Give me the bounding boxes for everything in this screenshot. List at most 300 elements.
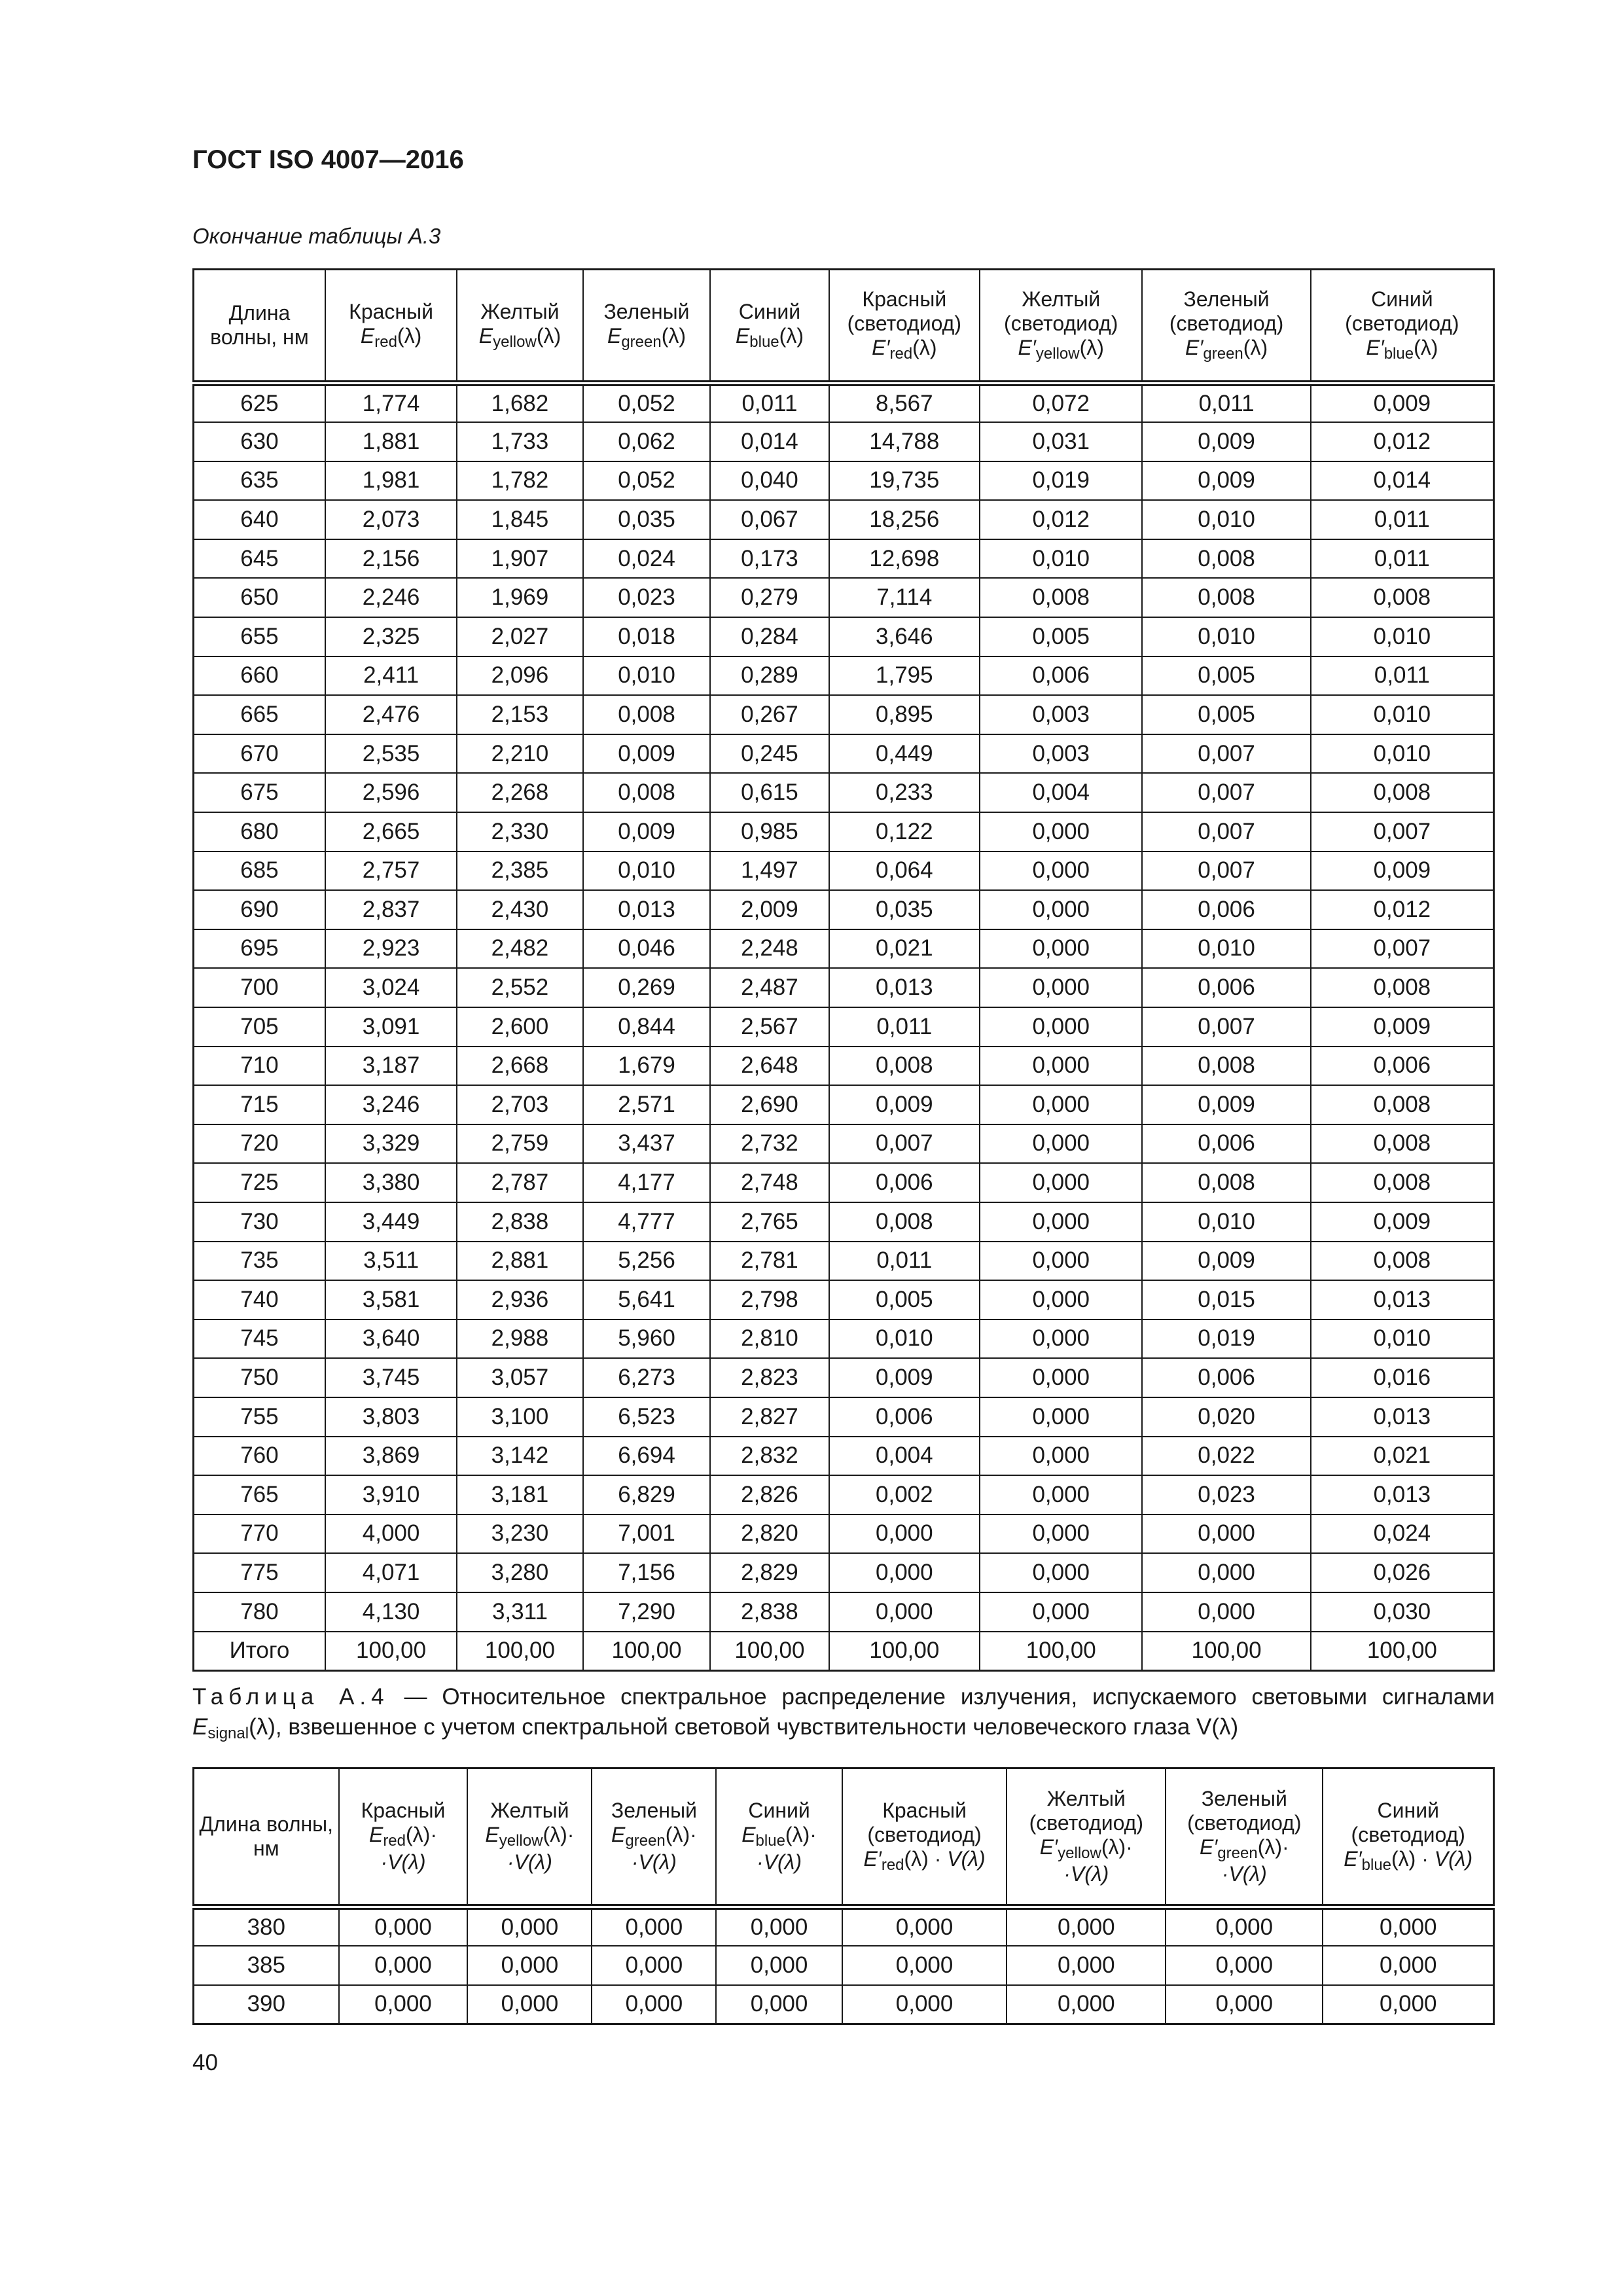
table-cell: 630	[194, 422, 325, 461]
table-cell: 0,000	[829, 1515, 980, 1554]
table-row	[194, 1007, 1494, 1047]
table-cell: 7,114	[829, 578, 980, 617]
table-cell: 2,330	[457, 812, 582, 852]
table-row	[194, 1553, 1494, 1592]
table-cell: 0,004	[980, 773, 1142, 812]
table-cell: 0,269	[583, 968, 711, 1007]
table-cell: 0,010	[1311, 1319, 1494, 1359]
table-cell: 0,014	[710, 422, 829, 461]
table-cell: 0,000	[980, 1397, 1142, 1437]
table-cell: 2,009	[710, 890, 829, 929]
table-cell: 0,008	[1311, 1124, 1494, 1164]
table-cell: 0,007	[1142, 734, 1310, 774]
table-cell: 655	[194, 617, 325, 656]
table-cell: 0,844	[583, 1007, 711, 1047]
table-cell: 0,000	[980, 1085, 1142, 1124]
col-wavelength: Длина волны, нм	[194, 270, 325, 384]
table-cell: 3,329	[325, 1124, 457, 1164]
table-cell: 0,008	[829, 1202, 980, 1242]
table-cell: 0,000	[980, 812, 1142, 852]
table-cell: 7,156	[583, 1553, 711, 1592]
table-row	[194, 1437, 1494, 1476]
table-cell: 0,000	[829, 1592, 980, 1632]
table-row	[194, 812, 1494, 852]
table-cell: 0,006	[1142, 1124, 1310, 1164]
table-cell: 0,010	[1142, 500, 1310, 539]
table-cell: 380	[194, 1907, 339, 1946]
table-cell: 0,000	[1142, 1592, 1310, 1632]
table-cell: 1,733	[457, 422, 582, 461]
table-cell: 690	[194, 890, 325, 929]
table-cell: 0,000	[980, 1163, 1142, 1202]
table-cell: 0,064	[829, 852, 980, 891]
table-row	[194, 890, 1494, 929]
table-cell: 0,010	[1142, 1202, 1310, 1242]
table-cell: 680	[194, 812, 325, 852]
table-cell: 0,009	[829, 1085, 980, 1124]
table-row	[194, 1124, 1494, 1164]
table-a3-header-row	[194, 270, 1494, 384]
table-cell: 0,000	[339, 1946, 468, 1985]
table-cell: 100,00	[1311, 1632, 1494, 1671]
table-cell: 0,011	[829, 1007, 980, 1047]
table-cell: 3,869	[325, 1437, 457, 1476]
table-cell: 7,001	[583, 1515, 711, 1554]
table-cell: 0,000	[1166, 1946, 1323, 1985]
table-cell: 4,777	[583, 1202, 711, 1242]
table-cell: 100,00	[583, 1632, 711, 1671]
col-green-v: Зеленый $E_{green}(\lambda)\cdot$ ·V(λ)	[592, 1768, 716, 1907]
table-cell: 0,000	[1166, 1907, 1323, 1946]
table-cell: 0,023	[583, 578, 711, 617]
table-cell: 0,122	[829, 812, 980, 852]
table-cell: 0,005	[1142, 656, 1310, 696]
table-cell: 0,006	[829, 1163, 980, 1202]
table-cell: 0,040	[710, 461, 829, 501]
table-cell: 6,523	[583, 1397, 711, 1437]
table-cell: 2,482	[457, 929, 582, 969]
table-cell: 0,009	[1311, 1007, 1494, 1047]
table-cell: 3,230	[457, 1515, 582, 1554]
table-cell: 2,487	[710, 968, 829, 1007]
table-cell: 0,006	[829, 1397, 980, 1437]
table-cell: 0,035	[829, 890, 980, 929]
table-cell: 3,100	[457, 1397, 582, 1437]
table-cell: 0,009	[1142, 461, 1310, 501]
table-cell: 2,988	[457, 1319, 582, 1359]
table-cell: 660	[194, 656, 325, 696]
table-cell: 725	[194, 1163, 325, 1202]
table-row	[194, 1047, 1494, 1086]
table-cell: 1,782	[457, 461, 582, 501]
table-cell: 0,012	[1311, 422, 1494, 461]
table-row	[194, 1242, 1494, 1281]
table-cell: 4,177	[583, 1163, 711, 1202]
table-cell: 2,665	[325, 812, 457, 852]
table-row	[194, 1358, 1494, 1397]
table-cell: 1,682	[457, 384, 582, 423]
table-cell: 4,130	[325, 1592, 457, 1632]
table-cell: 2,827	[710, 1397, 829, 1437]
table-cell: 645	[194, 539, 325, 579]
table-cell: 3,187	[325, 1047, 457, 1086]
table-cell: 0,000	[980, 890, 1142, 929]
table-cell: 0,009	[583, 734, 711, 774]
col-wavelength: Длина волны, нм	[194, 1768, 339, 1907]
table-cell: 0,000	[842, 1907, 1007, 1946]
table-cell: 0,000	[980, 852, 1142, 891]
table-cell: 12,698	[829, 539, 980, 579]
table-cell: Итого	[194, 1632, 325, 1671]
table-row	[194, 1946, 1494, 1985]
table-cell: 0,000	[829, 1553, 980, 1592]
table-cell: 0,000	[980, 1553, 1142, 1592]
table-cell: 1,907	[457, 539, 582, 579]
table-row	[194, 500, 1494, 539]
table-cell: 0,010	[980, 539, 1142, 579]
table-cell: 2,881	[457, 1242, 582, 1281]
table-cell: 0,008	[1142, 578, 1310, 617]
table-cell: 0,006	[980, 656, 1142, 696]
table-row	[194, 929, 1494, 969]
table-cell: 7,290	[583, 1592, 711, 1632]
table-cell: 0,000	[1323, 1907, 1493, 1946]
table-cell: 3,449	[325, 1202, 457, 1242]
table-cell: 2,759	[457, 1124, 582, 1164]
col-blue-led: Синий (светодиод) $E'_{blue}(\lambda)$	[1311, 270, 1494, 384]
table-cell: 3,380	[325, 1163, 457, 1202]
table-cell: 2,690	[710, 1085, 829, 1124]
table-cell: 3,581	[325, 1280, 457, 1319]
table-cell: 0,026	[1311, 1553, 1494, 1592]
table-cell: 100,00	[457, 1632, 582, 1671]
col-red-v: Красный $E_{red}(\lambda)\cdot$ ·V(λ)	[339, 1768, 468, 1907]
table-cell: 100,00	[1142, 1632, 1310, 1671]
table-cell: 0,018	[583, 617, 711, 656]
table-cell: 750	[194, 1358, 325, 1397]
table-cell: 0,016	[1311, 1358, 1494, 1397]
table-a4-caption: Таблица А.4 — Относительное спектральное распределение излучения, испускаемого световыми сигналами $E_{signal}(\lambda)$, взвешенное с учетом спектральной световой чувствительности человеческого глаза V(λ)	[192, 1684, 1495, 1742]
table-cell: 0,052	[583, 461, 711, 501]
table-cell: 0,011	[1311, 500, 1494, 539]
table-cell: 760	[194, 1437, 325, 1476]
table-cell: 0,022	[1142, 1437, 1310, 1476]
table-cell: 0,011	[1311, 539, 1494, 579]
table-cell: 1,881	[325, 422, 457, 461]
table-cell: 0,007	[1142, 812, 1310, 852]
col-red-led: Красный (светодиод) $E'_{red}(\lambda)$	[829, 270, 980, 384]
table-cell: 1,497	[710, 852, 829, 891]
table-cell: 0,008	[1311, 578, 1494, 617]
table-cell: 0,007	[829, 1124, 980, 1164]
table-cell: 685	[194, 852, 325, 891]
table-cell: 0,035	[583, 500, 711, 539]
table-row	[194, 1202, 1494, 1242]
table-row	[194, 1163, 1494, 1202]
table-cell: 635	[194, 461, 325, 501]
table-cell: 0,008	[583, 773, 711, 812]
table-cell: 0,000	[1142, 1515, 1310, 1554]
table-cell: 1,969	[457, 578, 582, 617]
table-cell: 3,646	[829, 617, 980, 656]
table-cell: 3,511	[325, 1242, 457, 1281]
col-green: Зеленый $E_{green}(\lambda)$	[583, 270, 711, 384]
table-cell: 0,008	[583, 695, 711, 734]
table-cell: 3,181	[457, 1475, 582, 1515]
table-cell: 0,007	[1142, 773, 1310, 812]
table-row	[194, 968, 1494, 1007]
col-red: Красный $E_{red}(\lambda)$	[325, 270, 457, 384]
table-cell: 0,021	[829, 929, 980, 969]
table-cell: 675	[194, 773, 325, 812]
table-cell: 0,008	[1142, 1163, 1310, 1202]
table-cell: 0,000	[980, 1280, 1142, 1319]
table-cell: 0,009	[1142, 1085, 1310, 1124]
table-row	[194, 656, 1494, 696]
table-cell: 0,000	[980, 1515, 1142, 1554]
table-cell: 390	[194, 1985, 339, 2024]
table-cell: 720	[194, 1124, 325, 1164]
table-cell: 2,823	[710, 1358, 829, 1397]
table-cell: 0,030	[1311, 1592, 1494, 1632]
table-cell: 0,024	[1311, 1515, 1494, 1554]
table-cell: 730	[194, 1202, 325, 1242]
table-cell: 1,981	[325, 461, 457, 501]
table-row	[194, 1515, 1494, 1554]
table-cell: 0,019	[1142, 1319, 1310, 1359]
table-cell: 0,010	[1142, 617, 1310, 656]
table-cell: 6,694	[583, 1437, 711, 1476]
col-green-led-v: Зеленый (светодиод) $E'_{green}(\lambda)\cdot$ ·V(λ)	[1166, 1768, 1323, 1907]
table-cell: 0,010	[1311, 734, 1494, 774]
table-cell: 0,005	[980, 617, 1142, 656]
table-cell: 0,000	[467, 1985, 592, 2024]
table-cell: 0,013	[1311, 1475, 1494, 1515]
table-cell: 0,000	[1323, 1946, 1493, 1985]
table-cell: 2,838	[457, 1202, 582, 1242]
table-cell: 2,936	[457, 1280, 582, 1319]
table-row	[194, 422, 1494, 461]
table-cell: 0,000	[980, 1475, 1142, 1515]
table-cell: 2,648	[710, 1047, 829, 1086]
table-row	[194, 1319, 1494, 1359]
table-row	[194, 461, 1494, 501]
table-cell: 0,008	[980, 578, 1142, 617]
table-cell: 0,000	[1323, 1985, 1493, 2024]
table-cell: 14,788	[829, 422, 980, 461]
table-cell: 0,031	[980, 422, 1142, 461]
table-cell: 1,845	[457, 500, 582, 539]
table-cell: 700	[194, 968, 325, 1007]
table-cell: 2,600	[457, 1007, 582, 1047]
table-cell: 2,765	[710, 1202, 829, 1242]
table-cell: 0,267	[710, 695, 829, 734]
table-cell: 0,006	[1142, 968, 1310, 1007]
table-cell: 0,985	[710, 812, 829, 852]
table-cell: 0,008	[1311, 1163, 1494, 1202]
table-cell: 770	[194, 1515, 325, 1554]
table-cell: 0,010	[1311, 695, 1494, 734]
table-cell: 0,008	[1311, 1242, 1494, 1281]
table-row	[194, 1280, 1494, 1319]
table-cell: 740	[194, 1280, 325, 1319]
table-cell: 670	[194, 734, 325, 774]
table-cell: 3,246	[325, 1085, 457, 1124]
table-cell: 2,798	[710, 1280, 829, 1319]
table-cell: 0,009	[1311, 1202, 1494, 1242]
page-number: 40	[192, 2050, 218, 2075]
table-cell: 2,156	[325, 539, 457, 579]
table-cell: 0,000	[467, 1907, 592, 1946]
table-row	[194, 1907, 1494, 1946]
table-cell: 2,829	[710, 1553, 829, 1592]
document-title: ГОСТ ISO 4007—2016	[192, 145, 464, 174]
table-cell: 19,735	[829, 461, 980, 501]
table-cell: 0,011	[829, 1242, 980, 1281]
table-cell: 0,013	[829, 968, 980, 1007]
table-cell: 2,826	[710, 1475, 829, 1515]
table-cell: 0,013	[1311, 1397, 1494, 1437]
table-cell: 0,009	[1142, 422, 1310, 461]
table-cell: 2,246	[325, 578, 457, 617]
table-cell: 705	[194, 1007, 325, 1047]
table-cell: 0,449	[829, 734, 980, 774]
table-cell: 100,00	[710, 1632, 829, 1671]
table-cell: 0,000	[1166, 1985, 1323, 2024]
col-yellow-led-v: Желтый (светодиод) $E'_{yellow}(\lambda)\cdot$ ·V(λ)	[1007, 1768, 1166, 1907]
table-cell: 0,000	[467, 1946, 592, 1985]
col-green-led: Зеленый (светодиод) $E'_{green}(\lambda)$	[1142, 270, 1310, 384]
table-row	[194, 1397, 1494, 1437]
table-cell: 1,774	[325, 384, 457, 423]
table-cell: 3,803	[325, 1397, 457, 1437]
table-cell: 0,000	[592, 1946, 716, 1985]
table-cell: 0,000	[980, 1202, 1142, 1242]
table-cell: 0,010	[583, 852, 711, 891]
table-cell: 0,000	[980, 968, 1142, 1007]
table-cell: 0,005	[829, 1280, 980, 1319]
table-cell: 0,000	[980, 1242, 1142, 1281]
table-cell: 0,000	[980, 1358, 1142, 1397]
table-cell: 710	[194, 1047, 325, 1086]
table-cell: 650	[194, 578, 325, 617]
table-cell: 0,012	[980, 500, 1142, 539]
col-yellow-led: Желтый (светодиод) $E'_{yellow}(\lambda)$	[980, 270, 1142, 384]
table-cell: 0,006	[1142, 890, 1310, 929]
table-cell: 0,000	[980, 1124, 1142, 1164]
table-cell: 0,009	[829, 1358, 980, 1397]
table-cell: 3,280	[457, 1553, 582, 1592]
table-cell: 0,008	[1142, 539, 1310, 579]
col-red-led-v: Красный (светодиод) $E'_{red}(\lambda) \cdot V(\lambda)$	[842, 1768, 1007, 1907]
table-row	[194, 1985, 1494, 2024]
table-cell: 3,437	[583, 1124, 711, 1164]
table-cell: 0,067	[710, 500, 829, 539]
table-cell: 0,010	[829, 1319, 980, 1359]
table-cell: 3,640	[325, 1319, 457, 1359]
table-cell: 100,00	[829, 1632, 980, 1671]
table-cell: 3,311	[457, 1592, 582, 1632]
table-cell: 0,024	[583, 539, 711, 579]
table-cell: 0,009	[1311, 384, 1494, 423]
table-cell: 695	[194, 929, 325, 969]
col-blue-led-v: Синий (светодиод) $E'_{blue}(\lambda) \cdot V(\lambda)$	[1323, 1768, 1493, 1907]
table-cell: 755	[194, 1397, 325, 1437]
table-cell: 0,003	[980, 734, 1142, 774]
table-cell: 0,010	[1142, 929, 1310, 969]
table-cell: 0,002	[829, 1475, 980, 1515]
table-cell: 0,072	[980, 384, 1142, 423]
table-cell: 0,284	[710, 617, 829, 656]
table-cell: 2,153	[457, 695, 582, 734]
table-cell: 2,820	[710, 1515, 829, 1554]
table-cell: 0,011	[1142, 384, 1310, 423]
table-cell: 0,000	[980, 929, 1142, 969]
table-cell: 0,008	[829, 1047, 980, 1086]
table-a4-header-row	[194, 1768, 1494, 1907]
table-row	[194, 578, 1494, 617]
table-cell: 0,007	[1142, 852, 1310, 891]
table-cell: 2,571	[583, 1085, 711, 1124]
table-cell: 0,000	[980, 1007, 1142, 1047]
table-cell: 0,007	[1311, 812, 1494, 852]
table-row	[194, 1085, 1494, 1124]
table-row	[194, 1592, 1494, 1632]
table-cell: 2,325	[325, 617, 457, 656]
table-cell: 2,552	[457, 968, 582, 1007]
table-cell: 0,009	[1142, 1242, 1310, 1281]
table-cell: 5,256	[583, 1242, 711, 1281]
table-cell: 0,000	[980, 1592, 1142, 1632]
table-cell: 0,011	[710, 384, 829, 423]
table-cell: 0,021	[1311, 1437, 1494, 1476]
table-cell: 0,013	[583, 890, 711, 929]
table-cell: 1,795	[829, 656, 980, 696]
table-cell: 0,020	[1142, 1397, 1310, 1437]
table-cell: 0,000	[716, 1946, 842, 1985]
table-cell: 780	[194, 1592, 325, 1632]
table-cell: 6,273	[583, 1358, 711, 1397]
table-cell: 0,173	[710, 539, 829, 579]
table-cell: 18,256	[829, 500, 980, 539]
table-cell: 2,837	[325, 890, 457, 929]
table-cell: 3,745	[325, 1358, 457, 1397]
table-cell: 0,052	[583, 384, 711, 423]
table-cell: 0,279	[710, 578, 829, 617]
table-cell: 0,019	[980, 461, 1142, 501]
table-cell: 385	[194, 1946, 339, 1985]
table-cell: 0,289	[710, 656, 829, 696]
table-cell: 2,668	[457, 1047, 582, 1086]
table-cell: 2,748	[710, 1163, 829, 1202]
table-cell: 745	[194, 1319, 325, 1359]
table-a3-body	[194, 384, 1494, 1671]
table-cell: 0,000	[980, 1437, 1142, 1476]
table-cell: 0,000	[1142, 1553, 1310, 1592]
table-cell: 0,014	[1311, 461, 1494, 501]
table-cell: 0,005	[1142, 695, 1310, 734]
table-cell: 2,810	[710, 1319, 829, 1359]
col-blue: Синий $E_{blue}(\lambda)$	[710, 270, 829, 384]
table-cell: 0,000	[1007, 1985, 1166, 2024]
table-cell: 0,012	[1311, 890, 1494, 929]
table-cell: 4,000	[325, 1515, 457, 1554]
table-cell: 0,010	[583, 656, 711, 696]
table-cell: 3,091	[325, 1007, 457, 1047]
table-cell: 0,000	[339, 1985, 468, 2024]
table-cell: 0,000	[1007, 1907, 1166, 1946]
table-row	[194, 852, 1494, 891]
